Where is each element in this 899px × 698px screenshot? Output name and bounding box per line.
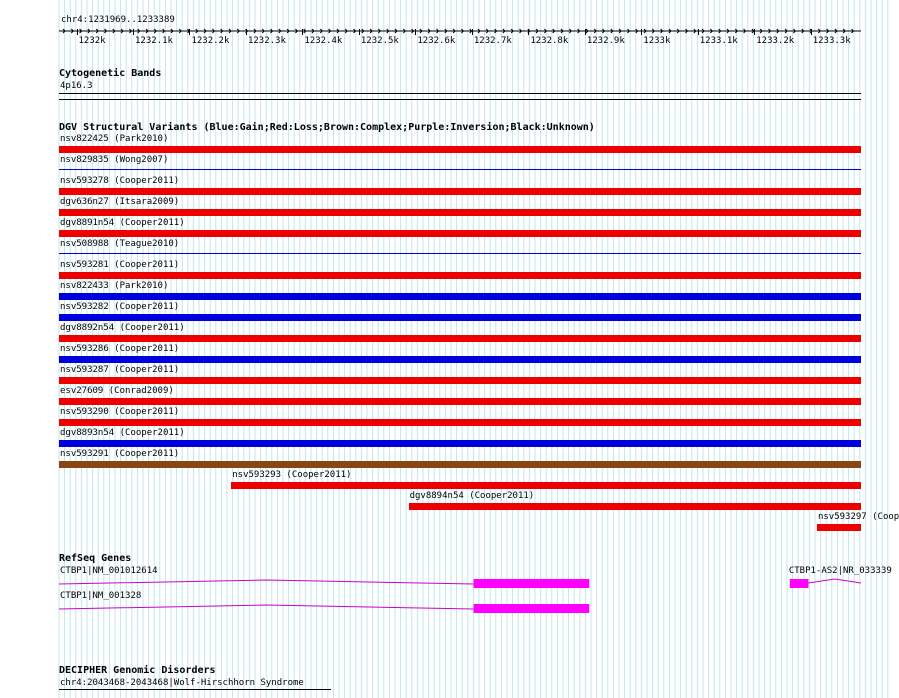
refseq-intron-line (808, 579, 861, 583)
ruler-tick-label: 1233.1k (699, 36, 738, 46)
ruler-tick-label: 1232.5k (360, 36, 399, 46)
dgv-variant-label[interactable]: esv27609 (Conrad2009) (60, 386, 174, 396)
ruler-tick-label: 1232.1k (134, 36, 173, 46)
refseq-gene-label[interactable]: CTBP1|NM_001012614 (60, 566, 158, 576)
refseq-intron-line (59, 580, 474, 584)
dgv-variant-label[interactable]: nsv593297 (Coop (817, 512, 899, 522)
refseq-gene-label[interactable]: CTBP1|NM_001328 (60, 591, 142, 601)
dgv-variant-label[interactable]: dgv8891n54 (Cooper2011) (60, 218, 185, 228)
ruler-tick-label: 1232.7k (473, 36, 512, 46)
ruler-tick-label: 1232.8k (530, 36, 569, 46)
dgv-variant-label[interactable]: nsv593287 (Cooper2011) (60, 365, 180, 375)
ruler-tick-label: 1233.3k (812, 36, 851, 46)
ruler-tick-label: 1232.9k (586, 36, 625, 46)
dgv-variant-label[interactable]: nsv593290 (Cooper2011) (60, 407, 180, 417)
refseq-track-title[interactable]: RefSeq Genes (59, 553, 132, 564)
ruler-tick-label: 1232.4k (304, 36, 343, 46)
dgv-variant-label[interactable]: dgv8893n54 (Cooper2011) (60, 428, 185, 438)
ruler-tick-label: 1232.2k (191, 36, 230, 46)
dgv-variant-label[interactable]: dgv8892n54 (Cooper2011) (60, 323, 185, 333)
refseq-exon-block (474, 579, 590, 588)
refseq-intron-line (59, 605, 474, 609)
dgv-variant-label[interactable]: nsv593286 (Cooper2011) (60, 344, 180, 354)
dgv-variant-label[interactable]: nsv508988 (Teague2010) (60, 239, 180, 249)
dgv-variant-label[interactable]: nsv829835 (Wong2007) (60, 155, 169, 165)
ruler-tick-label: 1232k (78, 36, 106, 46)
ruler-tick-label: 1233.2k (756, 36, 795, 46)
refseq-exon-block (474, 604, 590, 613)
dgv-variant-label[interactable]: dgv8894n54 (Cooper2011) (409, 491, 535, 501)
dgv-variant-label[interactable]: dgv636n27 (Itsara2009) (60, 197, 180, 207)
position-readout: chr4:1231969..1233389 (61, 15, 175, 25)
refseq-exon-block (790, 579, 809, 588)
cytoband-label[interactable]: 4p16.3 (60, 81, 93, 91)
ruler-tick-label: 1233k (643, 36, 671, 46)
dgv-variant-label[interactable]: nsv593291 (Cooper2011) (60, 449, 180, 459)
dgv-variant-label[interactable]: nsv593281 (Cooper2011) (60, 260, 180, 270)
refseq-gene-label[interactable]: CTBP1-AS2|NR_033339 (788, 566, 892, 576)
cytobands-track-title[interactable]: Cytogenetic Bands (59, 68, 162, 79)
dgv-variant-label[interactable]: nsv593282 (Cooper2011) (60, 302, 180, 312)
decipher-track-title[interactable]: DECIPHER Genomic Disorders (59, 665, 216, 676)
ruler-tick-label: 1232.3k (247, 36, 286, 46)
dgv-variant-label[interactable]: nsv593293 (Cooper2011) (232, 470, 352, 480)
ruler-tick-label: 1232.6k (417, 36, 456, 46)
dgv-track-title[interactable]: DGV Structural Variants (Blue:Gain;Red:Loss;Brown:Complex;Purple:Inversion;Black:Unknown) (59, 122, 595, 133)
dgv-variant-label[interactable]: nsv822425 (Park2010) (60, 134, 169, 144)
dgv-variant-label[interactable]: nsv593278 (Cooper2011) (60, 176, 180, 186)
decipher-item-bar[interactable] (59, 689, 331, 690)
dgv-variant-label[interactable]: nsv822433 (Park2010) (60, 281, 169, 291)
decipher-item-label[interactable]: chr4:2043468-2043468|Wolf-Hirschhorn Syndrome (60, 678, 304, 688)
